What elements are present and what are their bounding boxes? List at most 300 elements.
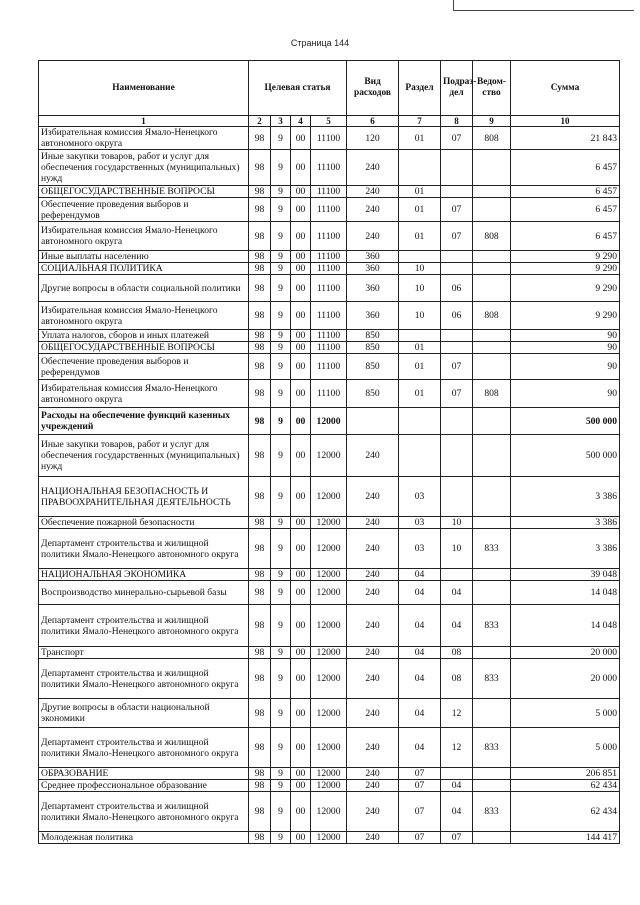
row-sum: 5 000: [511, 728, 620, 768]
index-row: [39, 116, 620, 127]
row-name: Среднее профессиональное образование: [39, 780, 249, 792]
row-target-subprogram: 9: [271, 342, 291, 354]
row-sum: 500 000: [511, 435, 620, 477]
row-department: [473, 275, 511, 302]
row-target-program: 98: [249, 198, 271, 222]
table-row: [39, 581, 620, 605]
row-target-subprogram: 9: [271, 647, 291, 659]
row-subsection: [441, 435, 473, 477]
row-section: 04: [399, 728, 441, 768]
row-subsection: [441, 342, 473, 354]
row-section: 01: [399, 222, 441, 251]
row-target-program: 98: [249, 251, 271, 263]
row-department: 833: [473, 529, 511, 569]
row-target-program: 98: [249, 699, 271, 728]
row-expense-type: 240: [347, 699, 399, 728]
row-expense-type: 360: [347, 302, 399, 330]
row-target-code: 12000: [311, 780, 347, 792]
row-name: Иные выплаты населению: [39, 251, 249, 263]
row-target-group: 00: [291, 380, 311, 408]
row-target-subprogram: 9: [271, 832, 291, 844]
row-department: 808: [473, 302, 511, 330]
header-target: Целевая статья: [249, 61, 347, 116]
row-name: Департамент строительства и жилищной политики Ямало-Ненецкого автономного округа: [39, 659, 249, 699]
row-target-group: 00: [291, 198, 311, 222]
row-expense-type: 240: [347, 222, 399, 251]
table-row: [39, 342, 620, 354]
row-target-subprogram: 9: [271, 581, 291, 605]
index-cell: 1: [39, 116, 249, 127]
header-section: Раздел: [399, 61, 441, 116]
header-name: Наименование: [39, 61, 249, 116]
row-target-code: 11100: [311, 263, 347, 275]
table-row: [39, 780, 620, 792]
row-subsection: 04: [441, 605, 473, 647]
row-target-subprogram: 9: [271, 569, 291, 581]
row-target-code: 12000: [311, 605, 347, 647]
row-department: [473, 477, 511, 517]
row-target-program: 98: [249, 605, 271, 647]
row-target-subprogram: 9: [271, 517, 291, 529]
table-row: [39, 832, 620, 844]
header-department: Ведом-ство: [473, 61, 511, 116]
table-row: [39, 728, 620, 768]
row-name: ОБРАЗОВАНИЕ: [39, 768, 249, 780]
row-section: 01: [399, 198, 441, 222]
row-target-code: 11100: [311, 222, 347, 251]
row-sum: 62 434: [511, 780, 620, 792]
row-department: [473, 198, 511, 222]
row-target-group: 00: [291, 477, 311, 517]
row-target-program: 98: [249, 408, 271, 435]
row-subsection: [441, 150, 473, 186]
row-target-group: 00: [291, 435, 311, 477]
row-section: 03: [399, 477, 441, 517]
row-expense-type: 240: [347, 581, 399, 605]
row-name: Департамент строительства и жилищной политики Ямало-Ненецкого автономного округа: [39, 529, 249, 569]
row-department: [473, 647, 511, 659]
row-name: Департамент строительства и жилищной политики Ямало-Ненецкого автономного округа: [39, 605, 249, 647]
row-target-code: 12000: [311, 659, 347, 699]
header-subsection: Подраз-дел: [441, 61, 473, 116]
table-row: [39, 150, 620, 186]
row-department: [473, 408, 511, 435]
index-cell: 8: [441, 116, 473, 127]
row-target-program: 98: [249, 792, 271, 832]
row-target-code: 12000: [311, 792, 347, 832]
row-section: 01: [399, 354, 441, 380]
table-row: [39, 477, 620, 517]
row-sum: 90: [511, 354, 620, 380]
row-expense-type: 360: [347, 251, 399, 263]
row-target-subprogram: 9: [271, 529, 291, 569]
row-target-subprogram: 9: [271, 728, 291, 768]
row-target-program: 98: [249, 647, 271, 659]
header-sum: Сумма: [511, 61, 620, 116]
row-name: ОБЩЕГОСУДАРСТВЕННЫЕ ВОПРОСЫ: [39, 342, 249, 354]
row-department: [473, 780, 511, 792]
row-target-code: 12000: [311, 435, 347, 477]
row-subsection: 07: [441, 198, 473, 222]
row-section: [399, 251, 441, 263]
budget-table: [38, 60, 620, 844]
row-target-subprogram: 9: [271, 792, 291, 832]
row-target-program: 98: [249, 780, 271, 792]
scan-corner-mark: [453, 0, 634, 11]
row-target-group: 00: [291, 728, 311, 768]
row-name: Молодежная политика: [39, 832, 249, 844]
row-sum: 90: [511, 330, 620, 342]
row-department: [473, 354, 511, 380]
row-target-subprogram: 9: [271, 699, 291, 728]
row-expense-type: 850: [347, 354, 399, 380]
row-name: Департамент строительства и жилищной политики Ямало-Ненецкого автономного округа: [39, 792, 249, 832]
row-sum: 206 851: [511, 768, 620, 780]
row-department: [473, 435, 511, 477]
row-subsection: [441, 263, 473, 275]
row-subsection: 07: [441, 380, 473, 408]
table-row: [39, 605, 620, 647]
row-sum: 6 457: [511, 198, 620, 222]
row-section: 04: [399, 569, 441, 581]
row-expense-type: 120: [347, 127, 399, 150]
row-expense-type: 240: [347, 198, 399, 222]
table-row: [39, 186, 620, 198]
row-target-group: 00: [291, 699, 311, 728]
row-department: [473, 517, 511, 529]
row-target-subprogram: 9: [271, 222, 291, 251]
row-expense-type: 240: [347, 529, 399, 569]
row-expense-type: 240: [347, 150, 399, 186]
row-target-group: 00: [291, 581, 311, 605]
row-name: Департамент строительства и жилищной политики Ямало-Ненецкого автономного округа: [39, 728, 249, 768]
header-expense-type: Вид расходов: [347, 61, 399, 116]
row-subsection: 07: [441, 832, 473, 844]
row-expense-type: 360: [347, 275, 399, 302]
row-target-group: 00: [291, 186, 311, 198]
table-row: [39, 569, 620, 581]
row-expense-type: 240: [347, 477, 399, 517]
row-subsection: [441, 477, 473, 517]
row-expense-type: 850: [347, 330, 399, 342]
row-target-code: 12000: [311, 832, 347, 844]
row-target-subprogram: 9: [271, 302, 291, 330]
row-target-program: 98: [249, 529, 271, 569]
row-section: [399, 435, 441, 477]
row-subsection: [441, 408, 473, 435]
row-department: [473, 263, 511, 275]
row-department: [473, 699, 511, 728]
row-name: Расходы на обеспечение функций казенных учреждений: [39, 408, 249, 435]
row-target-code: 12000: [311, 477, 347, 517]
row-target-group: 00: [291, 832, 311, 844]
row-sum: 3 386: [511, 529, 620, 569]
row-sum: 5 000: [511, 699, 620, 728]
table-row: [39, 768, 620, 780]
row-name: Избирательная комиссия Ямало-Ненецкого автономного округа: [39, 302, 249, 330]
row-section: 01: [399, 342, 441, 354]
table-row: [39, 380, 620, 408]
row-subsection: [441, 251, 473, 263]
index-cell: 2: [249, 116, 271, 127]
row-name: Другие вопросы в области национальной экономики: [39, 699, 249, 728]
row-expense-type: 240: [347, 186, 399, 198]
row-subsection: [441, 768, 473, 780]
row-target-group: 00: [291, 569, 311, 581]
row-target-group: 00: [291, 517, 311, 529]
row-section: [399, 408, 441, 435]
row-name: Избирательная комиссия Ямало-Ненецкого автономного округа: [39, 127, 249, 150]
row-target-program: 98: [249, 354, 271, 380]
row-section: 04: [399, 581, 441, 605]
row-target-group: 00: [291, 222, 311, 251]
row-section: [399, 150, 441, 186]
row-target-group: 00: [291, 780, 311, 792]
row-sum: 21 843: [511, 127, 620, 150]
table-row: [39, 275, 620, 302]
table-row: [39, 699, 620, 728]
table-row: [39, 529, 620, 569]
row-sum: 39 048: [511, 569, 620, 581]
row-section: 07: [399, 780, 441, 792]
row-expense-type: 240: [347, 659, 399, 699]
row-department: [473, 342, 511, 354]
table-row: [39, 302, 620, 330]
row-target-code: 11100: [311, 302, 347, 330]
row-target-subprogram: 9: [271, 380, 291, 408]
row-sum: 14 048: [511, 605, 620, 647]
index-cell: 9: [473, 116, 511, 127]
row-expense-type: 240: [347, 780, 399, 792]
row-subsection: 12: [441, 699, 473, 728]
row-department: 833: [473, 728, 511, 768]
row-target-code: 12000: [311, 408, 347, 435]
row-target-group: 00: [291, 150, 311, 186]
row-sum: 14 048: [511, 581, 620, 605]
row-name: Обеспечение проведения выборов и референдумов: [39, 354, 249, 380]
row-subsection: [441, 330, 473, 342]
row-section: 07: [399, 768, 441, 780]
row-target-group: 00: [291, 354, 311, 380]
row-target-program: 98: [249, 581, 271, 605]
row-subsection: 08: [441, 659, 473, 699]
row-subsection: 04: [441, 780, 473, 792]
row-target-subprogram: 9: [271, 768, 291, 780]
table-row: [39, 647, 620, 659]
row-expense-type: 360: [347, 263, 399, 275]
row-target-code: 11100: [311, 354, 347, 380]
row-sum: 20 000: [511, 659, 620, 699]
table-row: [39, 792, 620, 832]
row-sum: 90: [511, 380, 620, 408]
row-target-subprogram: 9: [271, 605, 291, 647]
row-target-code: 11100: [311, 186, 347, 198]
row-target-program: 98: [249, 832, 271, 844]
row-department: 833: [473, 605, 511, 647]
row-department: [473, 150, 511, 186]
row-target-program: 98: [249, 517, 271, 529]
row-target-code: 12000: [311, 581, 347, 605]
row-target-code: 12000: [311, 569, 347, 581]
row-target-program: 98: [249, 150, 271, 186]
row-sum: 20 000: [511, 647, 620, 659]
row-sum: 144 417: [511, 832, 620, 844]
index-cell: 3: [271, 116, 291, 127]
row-name: СОЦИАЛЬНАЯ ПОЛИТИКА: [39, 263, 249, 275]
row-expense-type: 240: [347, 792, 399, 832]
header-row: [39, 61, 620, 116]
row-section: 07: [399, 792, 441, 832]
row-sum: 90: [511, 342, 620, 354]
row-expense-type: 240: [347, 517, 399, 529]
row-target-code: 11100: [311, 150, 347, 186]
index-cell: 10: [511, 116, 620, 127]
row-target-group: 00: [291, 605, 311, 647]
row-target-group: 00: [291, 529, 311, 569]
row-target-program: 98: [249, 222, 271, 251]
row-target-group: 00: [291, 251, 311, 263]
row-subsection: 04: [441, 581, 473, 605]
row-name: НАЦИОНАЛЬНАЯ БЕЗОПАСНОСТЬ И ПРАВООХРАНИТЕЛЬНАЯ ДЕЯТЕЛЬНОСТЬ: [39, 477, 249, 517]
table-row: [39, 222, 620, 251]
row-target-group: 00: [291, 647, 311, 659]
row-expense-type: 240: [347, 569, 399, 581]
row-section: 10: [399, 302, 441, 330]
row-target-program: 98: [249, 659, 271, 699]
row-section: 04: [399, 647, 441, 659]
row-target-program: 98: [249, 569, 271, 581]
row-target-code: 11100: [311, 251, 347, 263]
row-target-program: 98: [249, 342, 271, 354]
row-target-group: 00: [291, 768, 311, 780]
table-row: [39, 263, 620, 275]
row-name: ОБЩЕГОСУДАРСТВЕННЫЕ ВОПРОСЫ: [39, 186, 249, 198]
row-target-program: 98: [249, 330, 271, 342]
row-subsection: 06: [441, 302, 473, 330]
table-row: [39, 354, 620, 380]
row-target-code: 12000: [311, 529, 347, 569]
row-target-group: 00: [291, 275, 311, 302]
row-expense-type: [347, 408, 399, 435]
row-target-code: 12000: [311, 768, 347, 780]
row-target-subprogram: 9: [271, 127, 291, 150]
row-section: 10: [399, 275, 441, 302]
row-department: 808: [473, 222, 511, 251]
row-section: [399, 330, 441, 342]
row-expense-type: 850: [347, 380, 399, 408]
row-sum: 9 290: [511, 251, 620, 263]
row-target-program: 98: [249, 186, 271, 198]
row-section: 03: [399, 529, 441, 569]
row-subsection: 06: [441, 275, 473, 302]
index-cell: 6: [347, 116, 399, 127]
row-target-group: 00: [291, 263, 311, 275]
row-target-subprogram: 9: [271, 435, 291, 477]
row-sum: 9 290: [511, 263, 620, 275]
row-department: [473, 251, 511, 263]
row-target-group: 00: [291, 127, 311, 150]
row-target-program: 98: [249, 380, 271, 408]
row-section: 04: [399, 605, 441, 647]
row-target-group: 00: [291, 659, 311, 699]
row-expense-type: 240: [347, 768, 399, 780]
row-target-program: 98: [249, 435, 271, 477]
row-target-subprogram: 9: [271, 408, 291, 435]
row-subsection: 07: [441, 127, 473, 150]
row-expense-type: 240: [347, 435, 399, 477]
row-subsection: [441, 569, 473, 581]
row-department: [473, 581, 511, 605]
row-target-group: 00: [291, 342, 311, 354]
row-target-group: 00: [291, 408, 311, 435]
row-target-subprogram: 9: [271, 477, 291, 517]
row-sum: 6 457: [511, 222, 620, 251]
row-target-subprogram: 9: [271, 275, 291, 302]
row-subsection: 12: [441, 728, 473, 768]
table-row: [39, 127, 620, 150]
row-target-code: 11100: [311, 198, 347, 222]
row-target-subprogram: 9: [271, 251, 291, 263]
row-sum: 3 386: [511, 517, 620, 529]
row-name: Избирательная комиссия Ямало-Ненецкого автономного округа: [39, 222, 249, 251]
row-target-program: 98: [249, 728, 271, 768]
row-target-code: 11100: [311, 342, 347, 354]
table-row: [39, 517, 620, 529]
row-section: 04: [399, 699, 441, 728]
row-subsection: 07: [441, 222, 473, 251]
row-target-subprogram: 9: [271, 150, 291, 186]
table-row: [39, 659, 620, 699]
row-sum: 9 290: [511, 302, 620, 330]
row-expense-type: 240: [347, 647, 399, 659]
row-expense-type: 240: [347, 832, 399, 844]
row-section: 01: [399, 127, 441, 150]
row-target-code: 12000: [311, 728, 347, 768]
row-expense-type: 240: [347, 728, 399, 768]
row-sum: 500 000: [511, 408, 620, 435]
index-cell: 7: [399, 116, 441, 127]
row-sum: 6 457: [511, 186, 620, 198]
row-section: 10: [399, 263, 441, 275]
row-target-program: 98: [249, 275, 271, 302]
row-name: Иные закупки товаров, работ и услуг для обеспечения государственных (муниципальных) нужд: [39, 435, 249, 477]
row-subsection: [441, 186, 473, 198]
row-target-code: 12000: [311, 517, 347, 529]
row-section: 04: [399, 659, 441, 699]
row-target-subprogram: 9: [271, 186, 291, 198]
row-name: Обеспечение пожарной безопасности: [39, 517, 249, 529]
row-subsection: 10: [441, 517, 473, 529]
row-department: 833: [473, 792, 511, 832]
row-sum: 6 457: [511, 150, 620, 186]
row-sum: 3 386: [511, 477, 620, 517]
row-department: [473, 768, 511, 780]
index-cell: 4: [291, 116, 311, 127]
row-target-program: 98: [249, 127, 271, 150]
row-sum: 9 290: [511, 275, 620, 302]
table-row: [39, 408, 620, 435]
row-target-code: 11100: [311, 330, 347, 342]
row-target-group: 00: [291, 792, 311, 832]
row-name: НАЦИОНАЛЬНАЯ ЭКОНОМИКА: [39, 569, 249, 581]
row-section: 03: [399, 517, 441, 529]
row-subsection: 04: [441, 792, 473, 832]
row-department: 833: [473, 659, 511, 699]
row-target-subprogram: 9: [271, 659, 291, 699]
row-target-group: 00: [291, 330, 311, 342]
row-target-code: 11100: [311, 275, 347, 302]
row-target-subprogram: 9: [271, 330, 291, 342]
